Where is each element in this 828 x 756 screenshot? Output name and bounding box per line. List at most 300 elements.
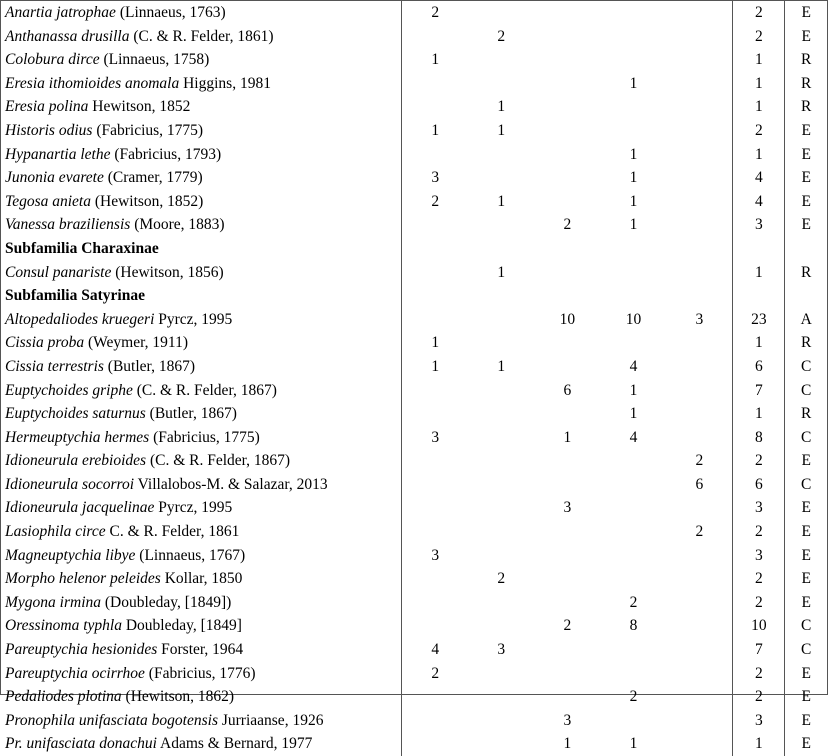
abundance-code-cell: C (801, 617, 812, 635)
count-cell-3 (534, 166, 600, 190)
count-cell-2: 2 (497, 27, 506, 45)
total-cell: 3 (733, 709, 785, 733)
table-row (1, 379, 827, 403)
count-cell-5 (667, 190, 733, 214)
count-cell-2 (468, 213, 534, 237)
count-cell-5 (667, 567, 733, 591)
count-cell-3 (534, 544, 600, 568)
count-cell-1 (402, 496, 468, 520)
taxon-name-cell (1, 426, 402, 450)
count-cell-3 (534, 95, 600, 119)
count-cell-4: 2 (629, 688, 638, 706)
abundance-code-cell: E (801, 145, 811, 163)
abundance-code-cell: C (801, 357, 812, 375)
taxon-name-cell (1, 614, 402, 638)
species-authority: (Fabricius, 1793) (114, 145, 222, 163)
taxon-name-cell (1, 95, 402, 119)
abundance-code-cell: C (801, 641, 812, 659)
species-binomial: Anthanassa drusilla (5, 27, 130, 45)
count-cell-1 (402, 143, 468, 167)
count-cell-1 (402, 25, 468, 49)
count-cell-5 (667, 72, 733, 96)
abundance-code-cell: E (801, 169, 811, 187)
species-authority: (Fabricius, 1775) (153, 428, 260, 446)
count-cell-4: 4 (629, 428, 638, 446)
count-cell-4 (600, 544, 666, 568)
species-authority: (Butler, 1867) (149, 405, 237, 423)
species-binomial: Colobura dirce (5, 51, 100, 69)
species-authority: (Fabricius, 1776) (148, 664, 256, 682)
count-cell-2 (468, 379, 534, 403)
count-cell-2: 1 (497, 192, 506, 210)
total-cell: 1 (733, 48, 785, 72)
total-cell: 1 (733, 732, 785, 756)
count-cell-2 (468, 166, 534, 190)
count-cell-2 (468, 520, 534, 544)
species-binomial: Pr. unifasciata donachui (5, 735, 157, 753)
count-cell-2 (468, 591, 534, 615)
species-authority: Villalobos-M. & Salazar, 2013 (137, 475, 328, 493)
species-authority: (Weymer, 1911) (87, 334, 188, 352)
species-authority: (Fabricius, 1775) (96, 121, 204, 139)
count-cell-5 (667, 237, 733, 261)
count-cell-4: 1 (629, 192, 638, 210)
count-cell-1: 2 (431, 192, 440, 210)
species-authority: (Butler, 1867) (107, 357, 195, 375)
subfamily-label (1, 284, 402, 308)
species-authority: Jurriaanse, 1926 (221, 711, 324, 729)
count-cell-3 (534, 331, 600, 355)
count-cell-5: 6 (667, 473, 733, 497)
count-cell-2 (468, 544, 534, 568)
count-cell-3: 3 (563, 711, 572, 729)
species-authority: (Linnaeus, 1758) (103, 51, 210, 69)
count-cell-5 (667, 685, 733, 709)
count-cell-5 (667, 25, 733, 49)
count-cell-1: 2 (431, 664, 440, 682)
count-cell-5: 2 (667, 449, 733, 473)
count-cell-5 (667, 709, 733, 733)
total-cell: 1 (733, 72, 785, 96)
count-cell-1 (402, 520, 468, 544)
taxon-name-cell (1, 166, 402, 190)
count-cell-4 (600, 261, 666, 285)
total-cell: 8 (733, 426, 785, 450)
total-cell: 2 (733, 685, 785, 709)
count-cell-3 (534, 119, 600, 143)
total-cell: 2 (733, 520, 785, 544)
abundance-code-cell: E (801, 121, 811, 139)
table-row (1, 308, 827, 332)
total-cell: 7 (733, 379, 785, 403)
total-cell: 1 (733, 143, 785, 167)
count-cell-4 (600, 662, 666, 686)
species-authority: Pyrcz, 1995 (158, 310, 233, 328)
taxon-name-cell (1, 379, 402, 403)
count-cell-1: 1 (431, 121, 440, 139)
species-binomial: Anartia jatrophae (5, 4, 116, 21)
count-cell-2 (468, 709, 534, 733)
total-cell: 6 (733, 473, 785, 497)
species-binomial: Pareuptychia hesionides (5, 641, 158, 659)
count-cell-1: 1 (431, 51, 440, 69)
species-authority: Pyrcz, 1995 (158, 499, 233, 517)
count-cell-3 (534, 284, 600, 308)
count-cell-3 (534, 638, 600, 662)
count-cell-5 (667, 95, 733, 119)
table-row (1, 591, 827, 615)
count-cell-2 (468, 732, 534, 756)
count-cell-2 (468, 662, 534, 686)
count-cell-5 (667, 379, 733, 403)
count-cell-3: 1 (563, 428, 572, 446)
subfamily-row (1, 284, 827, 308)
species-binomial: Vanessa braziliensis (5, 216, 131, 234)
total-cell (733, 237, 785, 261)
count-cell-3: 2 (563, 216, 572, 234)
count-cell-4 (600, 48, 666, 72)
count-cell-5 (667, 591, 733, 615)
subfamily-row (1, 237, 827, 261)
count-cell-4: 1 (629, 145, 638, 163)
count-cell-2 (468, 284, 534, 308)
abundance-code-cell: E (801, 546, 811, 564)
table-row (1, 190, 827, 214)
abundance-code-cell (785, 237, 827, 261)
count-cell-1: 3 (431, 169, 440, 187)
total-cell: 1 (733, 331, 785, 355)
count-cell-3 (534, 261, 600, 285)
species-authority: (C. & R. Felder, 1867) (136, 381, 277, 399)
species-authority: (Linnaeus, 1763) (119, 4, 226, 21)
abundance-code-cell: E (801, 4, 811, 21)
count-cell-4 (600, 1, 666, 25)
taxon-name-cell (1, 213, 402, 237)
count-cell-1 (402, 213, 468, 237)
count-cell-3 (534, 1, 600, 25)
count-cell-5 (667, 426, 733, 450)
count-cell-1 (402, 614, 468, 638)
count-cell-4: 10 (625, 310, 642, 328)
count-cell-4: 1 (629, 216, 638, 234)
abundance-code-cell: R (801, 263, 812, 281)
count-cell-5 (667, 48, 733, 72)
species-binomial: Cissia terrestris (5, 357, 104, 375)
species-authority: (C. & R. Felder, 1861) (133, 27, 274, 45)
count-cell-2 (468, 331, 534, 355)
count-cell-5 (667, 119, 733, 143)
count-cell-3 (534, 473, 600, 497)
count-cell-1 (402, 379, 468, 403)
abundance-code-cell: E (801, 735, 811, 753)
table-row (1, 473, 827, 497)
table-row (1, 638, 827, 662)
subfamily-text: Subfamilia Satyrinae (5, 287, 145, 305)
count-cell-3: 6 (563, 381, 572, 399)
count-cell-5 (667, 284, 733, 308)
species-authority: Higgins, 1981 (183, 74, 271, 92)
table-row (1, 544, 827, 568)
species-binomial: Euptychoides griphe (5, 381, 133, 399)
count-cell-2: 1 (497, 121, 506, 139)
species-authority: (Hewitson, 1852) (94, 192, 204, 210)
species-binomial: Oressinoma typhla (5, 617, 122, 635)
taxon-name-cell (1, 732, 402, 756)
taxon-name-cell (1, 261, 402, 285)
taxon-name-cell (1, 190, 402, 214)
count-cell-5: 2 (667, 520, 733, 544)
table-row (1, 662, 827, 686)
abundance-code-cell: C (801, 428, 812, 446)
table-row (1, 520, 827, 544)
species-binomial: Euptychoides saturnus (5, 405, 146, 423)
table-row (1, 685, 827, 709)
species-authority: (Linnaeus, 1767) (139, 546, 246, 564)
species-binomial: Junonia evarete (5, 169, 104, 187)
count-cell-2 (468, 72, 534, 96)
count-cell-4 (600, 709, 666, 733)
taxon-name-cell (1, 308, 402, 332)
table-row (1, 331, 827, 355)
count-cell-4 (600, 496, 666, 520)
count-cell-3 (534, 402, 600, 426)
taxon-name-cell (1, 331, 402, 355)
count-cell-1 (402, 591, 468, 615)
count-cell-5 (667, 614, 733, 638)
total-cell: 2 (733, 25, 785, 49)
total-cell: 2 (733, 119, 785, 143)
count-cell-4 (600, 449, 666, 473)
count-cell-5 (667, 402, 733, 426)
abundance-code-cell: R (801, 334, 812, 352)
total-cell: 2 (733, 449, 785, 473)
count-cell-4: 1 (629, 405, 638, 423)
count-cell-2 (468, 614, 534, 638)
abundance-code-cell: E (801, 192, 811, 210)
count-cell-3 (534, 591, 600, 615)
species-table-body (1, 1, 827, 756)
total-cell: 10 (733, 614, 785, 638)
abundance-code-cell: E (801, 570, 811, 588)
species-authority: (Hewitson, 1856) (115, 263, 224, 281)
species-authority: (Hewitson, 1862) (125, 688, 235, 706)
count-cell-2 (468, 426, 534, 450)
table-row (1, 95, 827, 119)
species-authority: (Cramer, 1779) (107, 169, 203, 187)
total-cell: 1 (733, 95, 785, 119)
count-cell-1 (402, 685, 468, 709)
table-row (1, 166, 827, 190)
species-binomial: Morpho helenor peleides (5, 570, 161, 588)
count-cell-2 (468, 685, 534, 709)
count-cell-3 (534, 449, 600, 473)
table-row (1, 119, 827, 143)
taxon-name-cell (1, 709, 402, 733)
count-cell-3: 1 (563, 735, 572, 753)
total-cell: 1 (733, 261, 785, 285)
table-row (1, 426, 827, 450)
count-cell-1 (402, 402, 468, 426)
species-authority: Adams & Bernard, 1977 (160, 735, 313, 753)
total-cell: 3 (733, 213, 785, 237)
count-cell-2: 3 (497, 641, 506, 659)
species-binomial: Idioneurula erebioides (5, 452, 147, 470)
count-cell-1: 4 (431, 641, 440, 659)
table-row (1, 614, 827, 638)
species-binomial: Eresia polina (5, 98, 89, 116)
taxon-name-cell (1, 520, 402, 544)
count-cell-3 (534, 355, 600, 379)
count-cell-2: 1 (497, 357, 506, 375)
count-cell-5 (667, 143, 733, 167)
count-cell-3 (534, 143, 600, 167)
count-cell-4 (600, 237, 666, 261)
abundance-code-cell: E (801, 452, 811, 470)
count-cell-1 (402, 449, 468, 473)
taxon-name-cell (1, 72, 402, 96)
abundance-code-cell: R (801, 74, 812, 92)
count-cell-3 (534, 567, 600, 591)
count-cell-4 (600, 95, 666, 119)
total-cell: 3 (733, 496, 785, 520)
abundance-code-cell: E (801, 27, 811, 45)
taxon-name-cell (1, 544, 402, 568)
count-cell-1 (402, 732, 468, 756)
species-authority: Doubleday, [1849] (125, 617, 242, 635)
count-cell-1: 3 (431, 428, 440, 446)
count-cell-1 (402, 237, 468, 261)
abundance-code-cell: E (801, 216, 811, 234)
species-binomial: Hypanartia lethe (5, 145, 111, 163)
species-authority: (Moore, 1883) (134, 216, 225, 234)
species-authority: C. & R. Felder, 1861 (109, 523, 240, 541)
taxon-name-cell (1, 355, 402, 379)
abundance-code-cell: E (801, 593, 811, 611)
count-cell-1 (402, 261, 468, 285)
abundance-code-cell: E (801, 664, 811, 682)
table-row (1, 261, 827, 285)
count-cell-4 (600, 331, 666, 355)
abundance-code-cell: R (801, 405, 812, 423)
count-cell-5 (667, 1, 733, 25)
table-row (1, 402, 827, 426)
table-row (1, 355, 827, 379)
abundance-code-cell: E (801, 711, 811, 729)
count-cell-4 (600, 25, 666, 49)
species-binomial: Hermeuptychia hermes (5, 428, 150, 446)
count-cell-5: 3 (667, 308, 733, 332)
abundance-code-cell: C (801, 381, 812, 399)
species-binomial: Pareuptychia ocirrhoe (5, 664, 145, 682)
count-cell-1: 1 (431, 334, 440, 352)
table-row (1, 25, 827, 49)
count-cell-4: 2 (629, 593, 638, 611)
taxon-name-cell (1, 119, 402, 143)
abundance-code-cell: E (801, 688, 811, 706)
species-authority: Kollar, 1850 (164, 570, 243, 588)
count-cell-1 (402, 308, 468, 332)
taxon-name-cell (1, 25, 402, 49)
count-cell-3 (534, 237, 600, 261)
total-cell: 3 (733, 544, 785, 568)
count-cell-5 (667, 544, 733, 568)
taxon-name-cell (1, 685, 402, 709)
abundance-code-cell: A (800, 310, 812, 328)
count-cell-3 (534, 72, 600, 96)
taxon-name-cell (1, 567, 402, 591)
species-authority: (C. & R. Felder, 1867) (149, 452, 291, 470)
total-cell: 6 (733, 355, 785, 379)
count-cell-5 (667, 638, 733, 662)
count-cell-3: 2 (563, 617, 572, 635)
count-cell-3 (534, 662, 600, 686)
taxon-name-cell (1, 591, 402, 615)
count-cell-5 (667, 261, 733, 285)
table-row (1, 709, 827, 733)
table-row (1, 72, 827, 96)
count-cell-5 (667, 732, 733, 756)
count-cell-2: 2 (497, 570, 506, 588)
species-binomial: Idioneurula jacquelinae (5, 499, 155, 517)
taxon-name-cell (1, 143, 402, 167)
species-binomial: Consul panariste (5, 263, 112, 281)
table-row (1, 1, 827, 25)
abundance-code-cell: E (801, 523, 811, 541)
count-cell-1 (402, 72, 468, 96)
species-binomial: Idioneurula socorroi (5, 475, 135, 493)
species-authority: Forster, 1964 (161, 641, 244, 659)
count-cell-2 (468, 402, 534, 426)
count-cell-5 (667, 166, 733, 190)
count-cell-2 (468, 48, 534, 72)
total-cell: 2 (733, 1, 785, 25)
count-cell-4: 4 (629, 357, 638, 375)
taxon-name-cell (1, 473, 402, 497)
abundance-code-cell: E (801, 499, 811, 517)
count-cell-4 (600, 473, 666, 497)
abundance-code-cell: R (801, 51, 812, 69)
abundance-code-cell: C (801, 475, 812, 493)
count-cell-2 (468, 496, 534, 520)
total-cell: 4 (733, 190, 785, 214)
total-cell (733, 284, 785, 308)
count-cell-1 (402, 567, 468, 591)
table-row (1, 567, 827, 591)
count-cell-4: 1 (629, 735, 638, 753)
table-row (1, 449, 827, 473)
species-binomial: Pronophila unifasciata bogotensis (5, 711, 218, 729)
table-row (1, 732, 827, 756)
count-cell-2 (468, 237, 534, 261)
count-cell-2: 1 (497, 98, 506, 116)
taxon-name-cell (1, 402, 402, 426)
count-cell-4 (600, 520, 666, 544)
species-binomial: Eresia ithomioides anomala (5, 74, 180, 92)
species-binomial: Mygona irmina (5, 593, 102, 611)
count-cell-4 (600, 638, 666, 662)
count-cell-4 (600, 284, 666, 308)
count-cell-2 (468, 473, 534, 497)
total-cell: 4 (733, 166, 785, 190)
count-cell-2: 1 (497, 263, 506, 281)
count-cell-4: 1 (629, 381, 638, 399)
taxon-name-cell (1, 449, 402, 473)
species-authority: (Doubleday, [1849]) (104, 593, 232, 611)
count-cell-4: 8 (629, 617, 638, 635)
count-cell-3 (534, 520, 600, 544)
table-row (1, 143, 827, 167)
count-cell-2 (468, 143, 534, 167)
